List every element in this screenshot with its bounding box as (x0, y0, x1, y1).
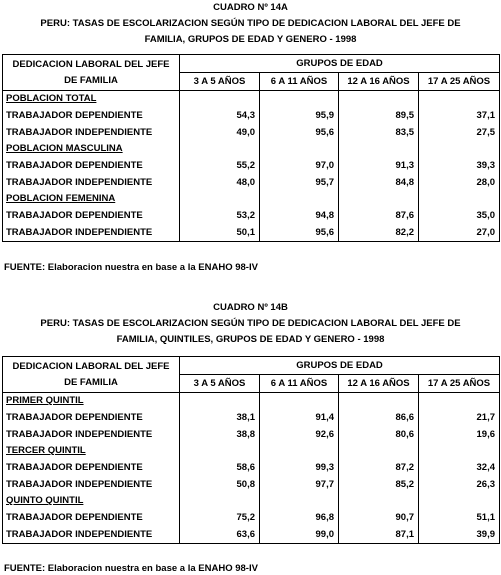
value-cell: 87,6 (339, 207, 419, 224)
empty-cell (339, 393, 419, 410)
empty-cell (339, 141, 419, 157)
empty-cell (260, 191, 339, 207)
value-cell: 89,5 (339, 107, 419, 124)
column-header: 6 A 11 AÑOS (260, 375, 339, 393)
value-cell: 97,0 (260, 157, 339, 174)
empty-cell (180, 493, 260, 509)
empty-cell (339, 91, 419, 108)
value-cell: 63,6 (180, 526, 260, 544)
value-cell: 85,2 (339, 476, 419, 493)
value-cell: 19,6 (419, 426, 500, 443)
row-header-line2: DE FAMILIA (64, 74, 118, 86)
section-label: QUINTO QUINTIL (3, 493, 180, 509)
section-label: TERCER QUINTIL (3, 443, 180, 459)
table-row (3, 174, 500, 191)
table-row (3, 107, 500, 124)
empty-cell (339, 191, 419, 207)
row-label: TRABAJADOR DEPENDIENTE (3, 107, 180, 124)
value-cell: 51,1 (419, 509, 500, 526)
value-cell: 86,6 (339, 409, 419, 426)
value-cell: 75,2 (180, 509, 260, 526)
value-cell: 27,5 (419, 124, 500, 141)
cuadro-14a-table (2, 54, 500, 242)
row-header-line1: DEDICACION LABORAL DEL JEFE (12, 58, 170, 70)
value-cell: 83,5 (339, 124, 419, 141)
section-row (3, 91, 500, 108)
value-cell: 87,2 (339, 459, 419, 476)
empty-cell (419, 191, 500, 207)
empty-cell (419, 493, 500, 509)
value-cell: 27,0 (419, 224, 500, 242)
value-cell: 21,7 (419, 409, 500, 426)
row-label: TRABAJADOR INDEPENDIENTE (3, 476, 180, 493)
column-header: 12 A 16 AÑOS (339, 375, 419, 393)
table-row (3, 459, 500, 476)
column-header: 12 A 16 AÑOS (339, 73, 419, 91)
value-cell: 99,3 (260, 459, 339, 476)
value-cell: 58,6 (180, 459, 260, 476)
value-cell: 90,7 (339, 509, 419, 526)
value-cell: 92,6 (260, 426, 339, 443)
cuadro-14a-title-line1: PERU: TASAS DE ESCOLARIZACION SEGÚN TIPO DE DEDICACION LABORAL DEL JEFE DE (40, 18, 461, 29)
value-cell: 37,1 (419, 107, 500, 124)
empty-cell (419, 91, 500, 108)
section-row (3, 393, 500, 410)
value-cell: 95,6 (260, 224, 339, 242)
value-cell: 99,0 (260, 526, 339, 544)
table-row (3, 476, 500, 493)
section-label: POBLACION TOTAL (3, 91, 180, 108)
cuadro-14a-title-line2: FAMILIA, GRUPOS DE EDAD Y GENERO - 1998 (144, 34, 357, 45)
empty-cell (180, 91, 260, 108)
value-cell: 55,2 (180, 157, 260, 174)
value-cell: 80,6 (339, 426, 419, 443)
row-label: TRABAJADOR DEPENDIENTE (3, 459, 180, 476)
row-label: TRABAJADOR INDEPENDIENTE (3, 426, 180, 443)
column-header: 17 A 25 AÑOS (419, 73, 500, 91)
empty-cell (180, 393, 260, 410)
table-row (3, 526, 500, 544)
row-label: TRABAJADOR DEPENDIENTE (3, 509, 180, 526)
empty-cell (180, 141, 260, 157)
row-label: TRABAJADOR INDEPENDIENTE (3, 526, 180, 544)
table-row (3, 409, 500, 426)
value-cell: 50,1 (180, 224, 260, 242)
empty-cell (180, 443, 260, 459)
section-row (3, 443, 500, 459)
column-header: 6 A 11 AÑOS (260, 73, 339, 91)
value-cell: 38,8 (180, 426, 260, 443)
value-cell: 95,7 (260, 174, 339, 191)
empty-cell (180, 191, 260, 207)
section-label: POBLACION MASCULINA (3, 141, 180, 157)
empty-cell (419, 141, 500, 157)
cuadro-14a-source: FUENTE: Elaboracion nuestra en base a la ENAHO 98-IV (4, 262, 258, 273)
value-cell: 53,2 (180, 207, 260, 224)
empty-cell (419, 393, 500, 410)
value-cell: 26,3 (419, 476, 500, 493)
row-header-line2: DE FAMILIA (64, 376, 118, 388)
row-label: TRABAJADOR DEPENDIENTE (3, 157, 180, 174)
row-label: TRABAJADOR INDEPENDIENTE (3, 124, 180, 141)
empty-cell (339, 493, 419, 509)
value-cell: 39,9 (419, 526, 500, 544)
empty-cell (260, 91, 339, 108)
value-cell: 38,1 (180, 409, 260, 426)
value-cell: 50,8 (180, 476, 260, 493)
row-label: TRABAJADOR INDEPENDIENTE (3, 224, 180, 242)
cuadro-14b-source: FUENTE: Elaboracion nuestra en base a la ENAHO 98-IV (4, 563, 258, 574)
value-cell: 84,8 (339, 174, 419, 191)
table-row (3, 224, 500, 242)
row-header-line1: DEDICACION LABORAL DEL JEFE (12, 360, 170, 372)
column-header: 17 A 25 AÑOS (419, 375, 500, 393)
section-label: POBLACION FEMENINA (3, 191, 180, 207)
table-row (3, 207, 500, 224)
section-row (3, 141, 500, 157)
value-cell: 91,4 (260, 409, 339, 426)
empty-cell (260, 493, 339, 509)
value-cell: 35,0 (419, 207, 500, 224)
cuadro-14b-body (3, 357, 500, 544)
column-header: 3 A 5 AÑOS (180, 73, 260, 91)
empty-cell (260, 393, 339, 410)
table-row (3, 124, 500, 141)
column-header: 3 A 5 AÑOS (180, 375, 260, 393)
value-cell: 82,2 (339, 224, 419, 242)
value-cell: 87,1 (339, 526, 419, 544)
row-header (3, 357, 180, 393)
empty-cell (419, 443, 500, 459)
value-cell: 48,0 (180, 174, 260, 191)
cuadro-14b-title-line1: PERU: TASAS DE ESCOLARIZACION SEGÚN TIPO DE DEDICACION LABORAL DEL JEFE DE (40, 318, 461, 329)
cuadro-14b-number: CUADRO Nº 14B (213, 302, 288, 313)
cuadro-14b-title-line2: FAMILIA, QUINTILES, GRUPOS DE EDAD Y GENERO - 1998 (116, 334, 385, 345)
empty-cell (260, 443, 339, 459)
value-cell: 54,3 (180, 107, 260, 124)
section-row (3, 191, 500, 207)
value-cell: 39,3 (419, 157, 500, 174)
empty-cell (260, 141, 339, 157)
section-label: PRIMER QUINTIL (3, 393, 180, 410)
table-row (3, 509, 500, 526)
value-cell: 95,9 (260, 107, 339, 124)
table-row (3, 426, 500, 443)
value-cell: 94,8 (260, 207, 339, 224)
cuadro-14b-table (2, 356, 500, 544)
value-cell: 91,3 (339, 157, 419, 174)
table-row (3, 157, 500, 174)
value-cell: 49,0 (180, 124, 260, 141)
row-label: TRABAJADOR DEPENDIENTE (3, 207, 180, 224)
value-cell: 28,0 (419, 174, 500, 191)
row-header (3, 55, 180, 91)
value-cell: 96,8 (260, 509, 339, 526)
value-cell: 95,6 (260, 124, 339, 141)
cuadro-14a-body (3, 55, 500, 242)
group-header: GRUPOS DE EDAD (180, 357, 500, 375)
group-header: GRUPOS DE EDAD (180, 55, 500, 73)
value-cell: 32,4 (419, 459, 500, 476)
value-cell: 97,7 (260, 476, 339, 493)
row-label: TRABAJADOR DEPENDIENTE (3, 409, 180, 426)
cuadro-14a-number: CUADRO Nº 14A (213, 2, 288, 13)
row-label: TRABAJADOR INDEPENDIENTE (3, 174, 180, 191)
section-row (3, 493, 500, 509)
empty-cell (339, 443, 419, 459)
